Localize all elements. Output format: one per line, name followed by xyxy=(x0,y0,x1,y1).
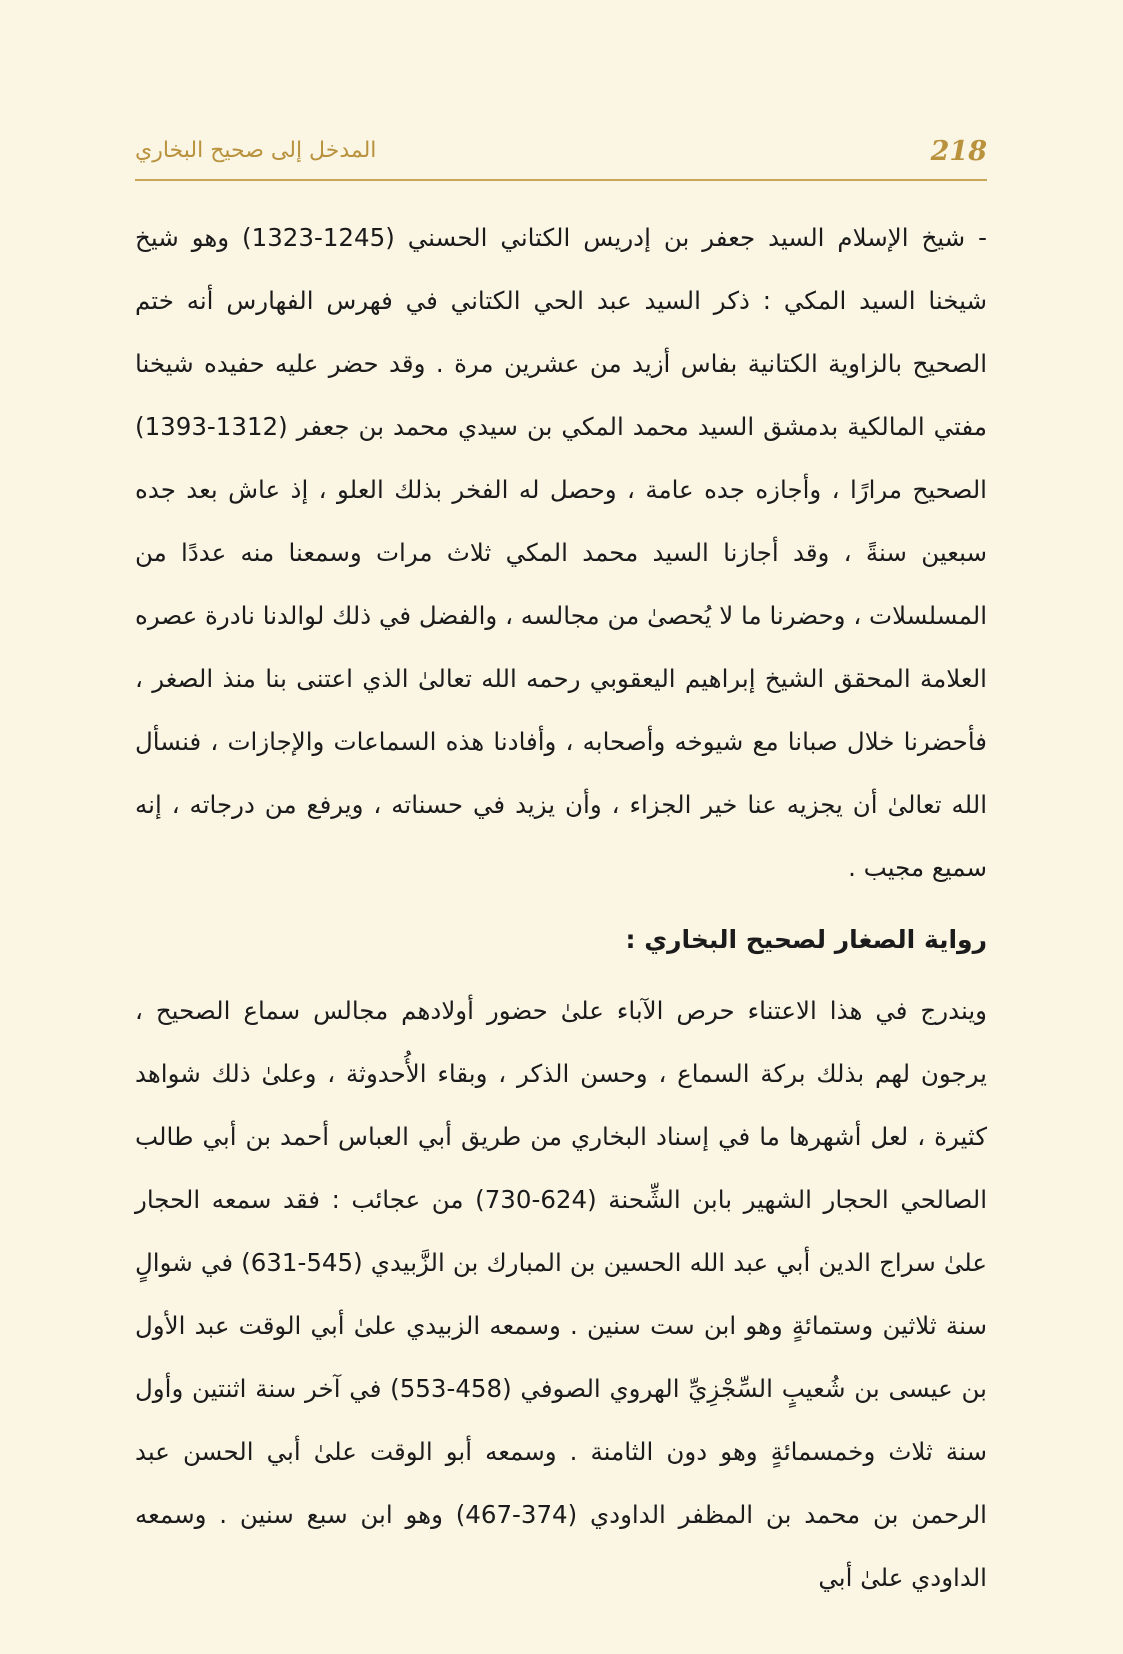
page-header xyxy=(135,134,987,180)
running-title: المدخل إلى صحيح البخاري xyxy=(135,138,377,163)
section-heading: رواية الصغار لصحيح البخاري : xyxy=(625,925,987,954)
page-body xyxy=(135,206,987,1609)
paragraph: ويندرج في هذا الاعتناء حرص الآباء علىٰ حضور أولادهم مجالس سماع الصحيح ، يرجون لهم بذلك بركة السماع ، وحسن الذكر ، وبقاء الأُحدوثة ، وعلىٰ ذلك شواهد كثيرة ، لعل أشهرها ما في إسناد البخاري من طريق أبي العباس أحمد بن أبي طالب الصالحي الحجار الشهير بابن الشِّحنة (624-730) من عجائب : فقد سمعه الحجار علىٰ سراج الدين أبي عبد الله الحسين بن المبارك بن الزَّبيدي (545-631) في شوالٍ سنة ثلاثين وستمائةٍ وهو ابن ست سنين . وسمعه الزبيدي علىٰ أبي الوقت عبد الأول بن عيسى بن شُعيبٍ السِّجْزِيِّ الهروي الصوفي (458-553) في آخر سنة اثنتين وأول سنة ثلاث وخمسمائةٍ وهو دون الثامنة . وسمعه أبو الوقت علىٰ أبي الحسن عبد الرحمن بن محمد بن المظفر الداودي (374-467) وهو ابن سبع سنين . وسمعه الداودي علىٰ أبي xyxy=(135,996,988,1592)
book-page xyxy=(135,0,987,1654)
page-number: 218 xyxy=(930,136,987,167)
paragraph: - شيخ الإسلام السيد جعفر بن إدريس الكتاني الحسني (1245-1323) وهو شيخ شيخنا السيد المكي : ذكر السيد عبد الحي الكتاني في فهرس الفهارس أنه ختم الصحيح بالزاوية الكتانية بفاس أزيد من عشرين مرة . وقد حضر عليه حفيده شيخنا مفتي المالكية بدمشق السيد محمد المكي بن سيدي محمد بن جعفر (1312-1393) الصحيح مرارًا ، وأجازه جده عامة ، وحصل له الفخر بذلك العلو ، إذ عاش بعد جده سبعين سنةً ، وقد أجازنا السيد محمد المكي ثلاث مرات وسمعنا منه عددًا من المسلسلات ، وحضرنا ما لا يُحصىٰ من مجالسه ، والفضل في ذلك لوالدنا نادرة عصره العلامة المحقق الشيخ إبراهيم اليعقوبي رحمه الله تعالىٰ الذي اعتنى بنا منذ الصغر ، فأحضرنا خلال صبانا مع شيوخه وأصحابه ، وأفادنا هذه السماعات والإجازات ، فنسأل الله تعالىٰ أن يجزيه عنا خير الجزاء ، وأن يزيد في حسناته ، ويرفع من درجاته ، إنه سميع مجيب . xyxy=(135,223,988,882)
header-rule xyxy=(135,179,987,181)
